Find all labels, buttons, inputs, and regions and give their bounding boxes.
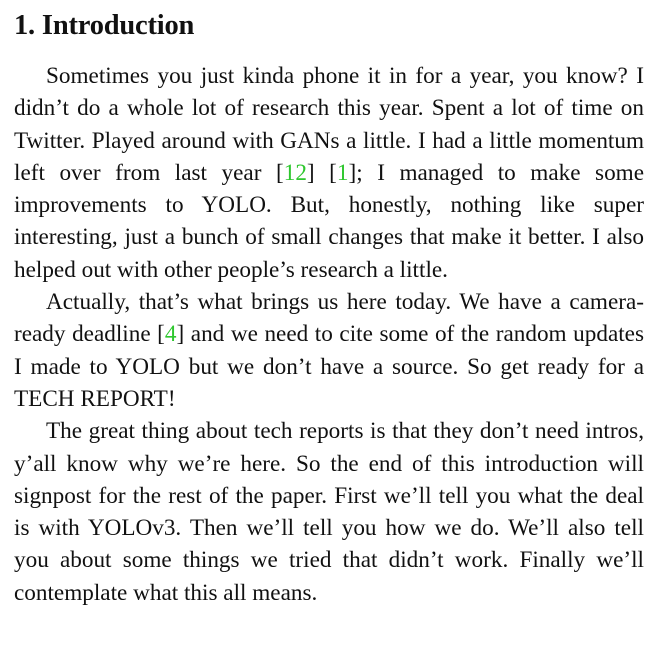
citation-link[interactable]: 1 <box>336 159 349 186</box>
paragraph-text: Sometimes you just kinda phone it in for a year, you know? I didn’t do a whole lot of research this year. Spent a lot of time on Twitter. Played around with GANs a little. I had a little momentum left over from last year [ <box>14 63 644 186</box>
section-title: Introduction <box>41 10 195 41</box>
section-heading <box>14 6 644 46</box>
paragraph-text: ] and we need to cite some of the random updates I made to YOLO but we don’t have a source. So get ready for a TECH REPORT! <box>14 321 644 412</box>
paragraph-text: The great thing about tech reports is that they don’t need intros, y’all know why we’re here. So the end of this introduction will signpost for the rest of the paper. First we’ll tell you what the deal is with YOLOv3. Then we’ll tell you how we do. We’ll also tell you about some things we tried that didn’t work. Finally we’ll contemplate what this all means. <box>14 418 644 606</box>
paragraph-text: ] [ <box>306 159 337 186</box>
paragraph-text: Actually, that’s what brings us here today. We have a camera-ready deadline [ <box>14 289 644 348</box>
paragraph-text: ]; I managed to make some improvements to YOLO. But, honestly, nothing like super interesting, just a bunch of small changes that make it better. I also helped out with other people’s research a little. <box>14 159 644 283</box>
paragraph-3 <box>14 415 644 609</box>
section-number: 1. <box>14 10 35 41</box>
paragraph-2 <box>14 286 644 415</box>
citation-link[interactable]: 12 <box>283 159 307 186</box>
paragraph-1 <box>14 60 644 286</box>
introduction-section <box>14 6 644 609</box>
citation-link[interactable]: 4 <box>164 321 177 348</box>
